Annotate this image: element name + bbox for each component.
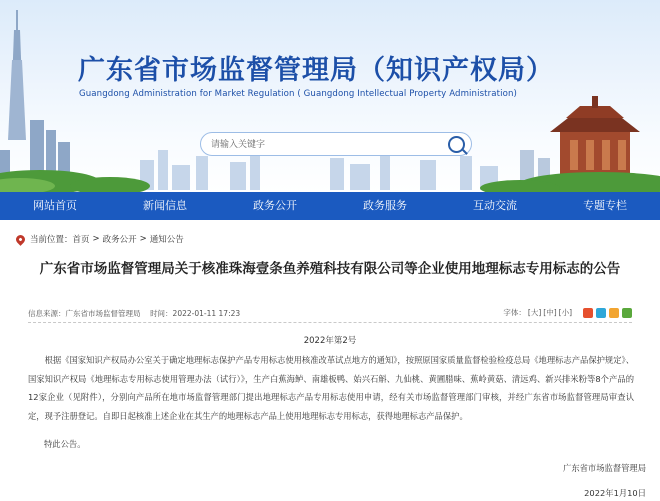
article-title: 广东省市场监督管理局关于核准珠海壹条鱼养殖科技有限公司等企业使用地理标志专用标志的公告 xyxy=(39,261,621,277)
site-title: 广东省市场监督管理局（知识产权局） xyxy=(78,55,554,86)
nav-item-special-topics[interactable]: 专题专栏 xyxy=(583,199,627,212)
breadcrumb-separator: > xyxy=(92,234,100,244)
share-qzone-icon[interactable] xyxy=(596,308,606,318)
breadcrumb-government-affairs-link[interactable]: 政务公开 xyxy=(102,235,137,245)
article-meta xyxy=(28,307,632,321)
breadcrumb-home-link[interactable]: 首页 xyxy=(72,235,90,245)
meta-divider xyxy=(28,322,632,323)
article-source: 信息来源：广东省市场监督管理局 xyxy=(28,309,141,318)
nav-item-news[interactable]: 新闻信息 xyxy=(143,199,187,212)
font-size-medium-button[interactable]: [中] xyxy=(543,308,557,317)
search-input[interactable] xyxy=(211,136,436,153)
article-body xyxy=(28,351,634,425)
font-size-label: 字体： xyxy=(503,308,526,317)
location-pin-icon xyxy=(14,233,27,246)
site-subtitle: Guangdong Administration for Market Regulation ( Guangdong Intellectual Property Administration) xyxy=(79,89,517,99)
share-wechat-icon[interactable] xyxy=(622,308,632,318)
article-signer: 广东省市场监督管理局 xyxy=(563,463,646,473)
site-banner xyxy=(0,0,660,192)
main-navigation xyxy=(0,192,660,220)
breadcrumb-separator: > xyxy=(139,234,147,244)
search-icon[interactable] xyxy=(448,136,465,153)
breadcrumb-prefix: 当前位置： xyxy=(30,235,73,245)
document-number: 2022年第2号 xyxy=(303,336,357,346)
search-box xyxy=(200,132,472,156)
article-date: 2022年1月10日 xyxy=(584,488,646,498)
nav-item-interaction[interactable]: 互动交流 xyxy=(473,199,517,212)
breadcrumb xyxy=(16,232,184,246)
article-source-time xyxy=(28,308,240,319)
nav-item-services[interactable]: 政务服务 xyxy=(363,199,407,212)
article-paragraph: 根据《国家知识产权局办公室关于确定地理标志保护产品专用标志使用核准改革试点地方的通知》，按照原国家质量监督检验检疫总局《地理标志产品保护规定》、国家知识产权局《地理标志专用标志使用管理办法（试行）》，生产白蕉海鲈、南雄板鸭、始兴石斛、九仙桃、黄圃腊味、蕉岭黄菇、清远鸡、新兴排米粉等8个产品的12家企业（见附件），分别向产品所在地市场监督管理部门提出地理标志产品专用标志使用申请，经有关市场监督管理部门审核，并经广东省市场监督管理局审查认定，现予注册登记。自即日起核准上述企业在其生产的地理标志产品上使用地理标志专用标志，获得地理标志产品保护。 xyxy=(28,355,634,421)
article-time: 时间：2022-01-11 17:23 xyxy=(150,309,241,318)
article-tools xyxy=(503,307,632,318)
font-size-large-button[interactable]: [大] xyxy=(527,308,542,317)
article-closing: 特此公告。 xyxy=(44,439,86,449)
breadcrumb-notices-link[interactable]: 通知公告 xyxy=(149,235,184,245)
nav-item-government-affairs[interactable]: 政务公开 xyxy=(253,199,297,212)
nav-item-home[interactable]: 网站首页 xyxy=(33,199,77,212)
share-weibo-icon[interactable] xyxy=(583,308,593,318)
font-size-small-button[interactable]: [小] xyxy=(558,308,572,317)
share-qq-icon[interactable] xyxy=(609,308,619,318)
